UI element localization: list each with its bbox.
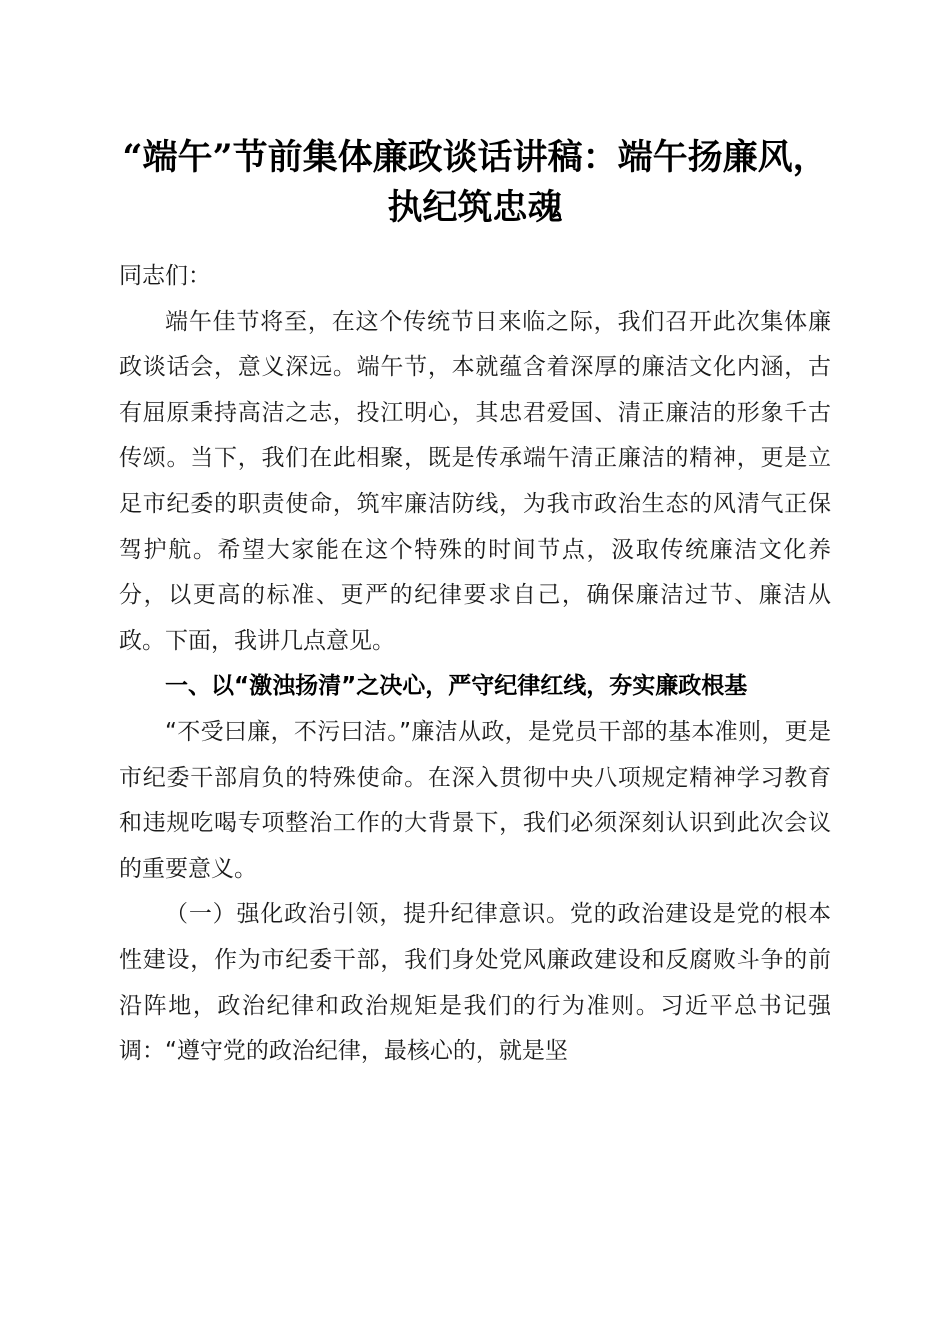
document-title (60, 133, 890, 233)
subsection-1-text: 党的政治建设是党的根本性建设，作为市纪委干部，我们身处党风廉政建设和反腐败斗争的前沿阵地，政治纪律和政治规矩是我们的行为准则。习近平总书记强调：“遵守党的政治纪律，最核心的，就是坚 (119, 901, 832, 1065)
subsection-1-paragraph (119, 892, 831, 1074)
title-line-1: “端午”节前集体廉政谈话讲稿：端午扬廉风， (122, 137, 828, 178)
section-1-paragraph: “不受曰廉，不污曰洁。”廉洁从政，是党员干部的基本准则，更是市纪委干部肩负的特殊使命。在深入贯彻中央八项规定精神学习教育和违规吃喝专项整治工作的大背景下，我们必须深刻认识到此次会议的重要意义。 (119, 718, 831, 882)
subsection-1-lead: （一）强化政治引领，提升纪律意识。 (165, 901, 570, 928)
document-body (119, 254, 831, 1075)
intro-paragraph: 端午佳节将至，在这个传统节日来临之际，我们召开此次集体廉政谈话会，意义深远。端午节，本就蕴含着深厚的廉洁文化内涵，古有屈原秉持高洁之志，投江明心，其忠君爱国、清正廉洁的形象千古传颂。当下，我们在此相聚，既是传承端午清正廉洁的精神，更是立足市纪委的职责使命，筑牢廉洁防线，为我市政治生态的风清气正保驾护航。希望大家能在这个特殊的时间节点，汲取传统廉洁文化养分，以更高的标准、更严的纪律要求自己，确保廉洁过节、廉洁从政。下面，我讲几点意见。 (119, 308, 831, 654)
title-line-2: 执纪筑忠魂 (387, 187, 563, 228)
salutation: 同志们： (119, 263, 211, 289)
section-1-heading: 一、以“激浊扬清”之决心，严守纪律红线，夯实廉政根基 (165, 673, 748, 700)
